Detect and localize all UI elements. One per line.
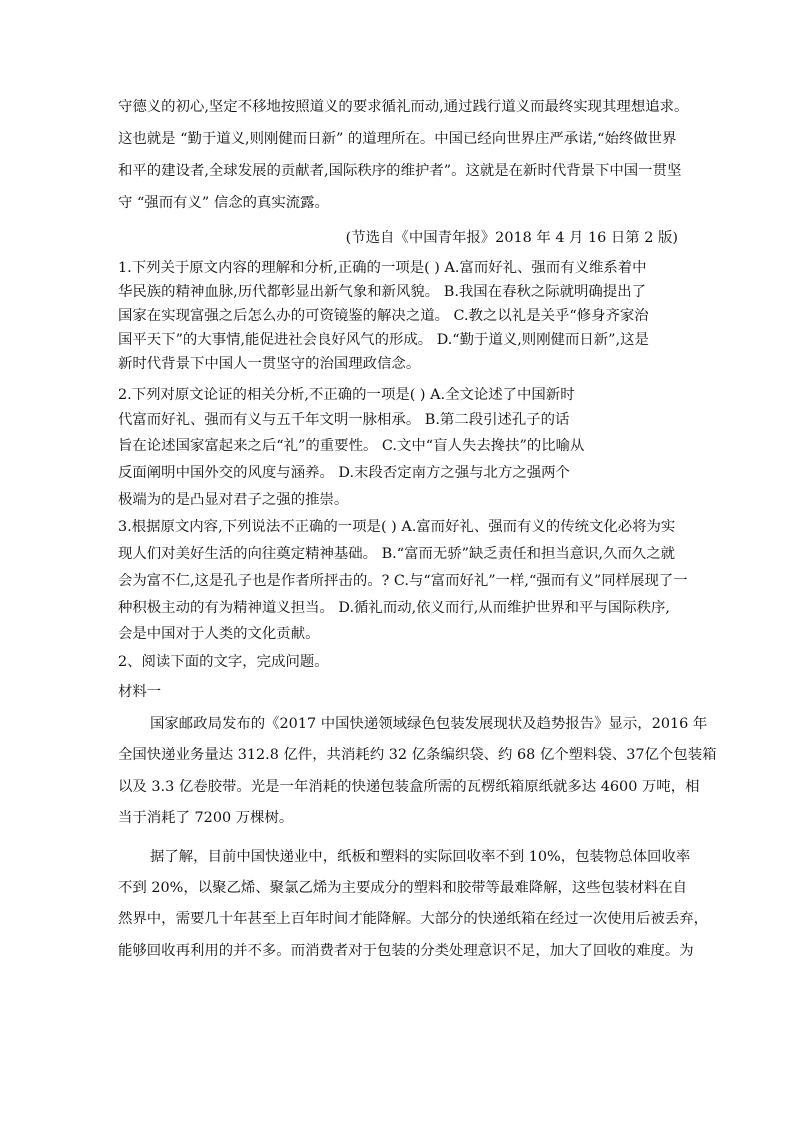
question-2-line: 极端为的是凸显对君子之强的推崇。 — [118, 492, 349, 508]
question-2-line: 反面阐明中国外交的风度与涵养。 D.末段否定南方之强与北方之强两个 — [118, 465, 570, 481]
section-heading: 2、阅读下面的文字，完成问题。 — [118, 654, 329, 670]
passage-line: 守 “强而有义” 信念的真实流露。 — [118, 195, 329, 211]
question-1-line: 华民族的精神血脉,历代都彰显出新气象和新风貌。 B.我国在春秋之际就明确提出了 — [118, 284, 646, 300]
material-paragraph-line: 国家邮政局发布的《2017 中国快递领域绿色包装发展现状及趋势报告》显示，2016 年 — [150, 716, 708, 732]
passage-line: 这也就是 “勤于道义,则刚健而日新” 的道理所在。中国已经向世界庄严承诺,“始终做世界 — [118, 131, 677, 147]
question-3-line: 会为富不仁,这是孔子也是作者所抨击的。? C.与“富而好礼”一样,“强而有义”同样展现了一 — [118, 573, 688, 589]
material-paragraph-line: 当于消耗了 7200 万棵树。 — [118, 810, 294, 826]
question-3-line: 种积极主动的有为精神道义担当。 D.循礼而动,依义而行,从而维护世界和平与国际秩序, — [118, 600, 670, 616]
passage-line: 守德义的初心,坚定不移地按照道义的要求循礼而动,通过践行道义而最终实现其理想追求。 — [118, 99, 689, 115]
material-paragraph-line: 以及 3.3 亿卷胶带。光是一年消耗的快递包装盒所需的瓦楞纸箱原纸就多达 4600 万吨，相 — [118, 779, 700, 795]
question-2-line: 代富而好礼、强而有义与五千年文明一脉相承。 B.第二段引述孔子的话 — [118, 412, 570, 428]
material-paragraph-line: 然界中，需要几十年甚至上百年时间才能降解。大部分的快递纸箱在经过一次使用后被丢弃， — [118, 911, 709, 927]
question-3-line: 现人们对美好生活的向往奠定精神基础。 B.“富而无骄”缺乏责任和担当意识,久而久之就 — [118, 546, 676, 562]
material-label: 材料一 — [118, 684, 162, 700]
material-paragraph-line: 全国快递业务量达 312.8 亿件，共消耗约 32 亿条编织袋、约 68 亿个塑料袋、37亿个包装箱 — [118, 747, 717, 763]
passage-line: 和平的建设者,全球发展的贡献者,国际秩序的维护者”。这就是在新时代背景下中国一贯坚 — [118, 163, 682, 179]
question-3-line: 3.根据原文内容,下列说法不正确的一项是( ) A.富而好礼、强而有义的传统文化必将为实 — [118, 519, 676, 535]
question-1-line: 国家在实现富强之后怎么办的可资镜鉴的解决之道。 C.教之以礼是关乎“修身齐家治 — [118, 308, 649, 324]
source-note: (节选自《中国青年报》2018 年 4 月 16 日第 2 版) — [345, 230, 678, 246]
question-1-line: 1.下列关于原文内容的理解和分析,正确的一项是( ) A.富而好礼、强而有义维系着中 — [118, 260, 647, 276]
question-2-line: 旨在论述国家富起来之后“礼”的重要性。 C.文中“盲人失去搀扶”的比喻从 — [118, 438, 585, 454]
question-3-line: 会是中国对于人类的文化贡献。 — [118, 626, 320, 642]
question-1-line: 新时代背景下中国人一贯坚守的治国理政信念。 — [118, 356, 421, 372]
question-2-line: 2.下列对原文论证的相关分析,不正确的一项是( ) A.全文论述了中国新时 — [118, 387, 575, 403]
material-paragraph-line: 不到 20%，以聚乙烯、聚氯乙烯为主要成分的塑料和胶带等最难降解，这些包装材料在自 — [118, 880, 688, 896]
question-1-line: 国平天下”的大事情,能促进社会良好风气的形成。 D.“勤于道义,则刚健而日新”,这是 — [118, 332, 649, 348]
material-paragraph-line: 据了解，目前中国快递业中，纸板和塑料的实际回收率不到 10%，包装物总体回收率 — [150, 849, 691, 865]
material-paragraph-line: 能够回收再利用的并不多。而消费者对于包装的分类处理意识不足，加大了回收的难度。为 — [118, 943, 694, 959]
